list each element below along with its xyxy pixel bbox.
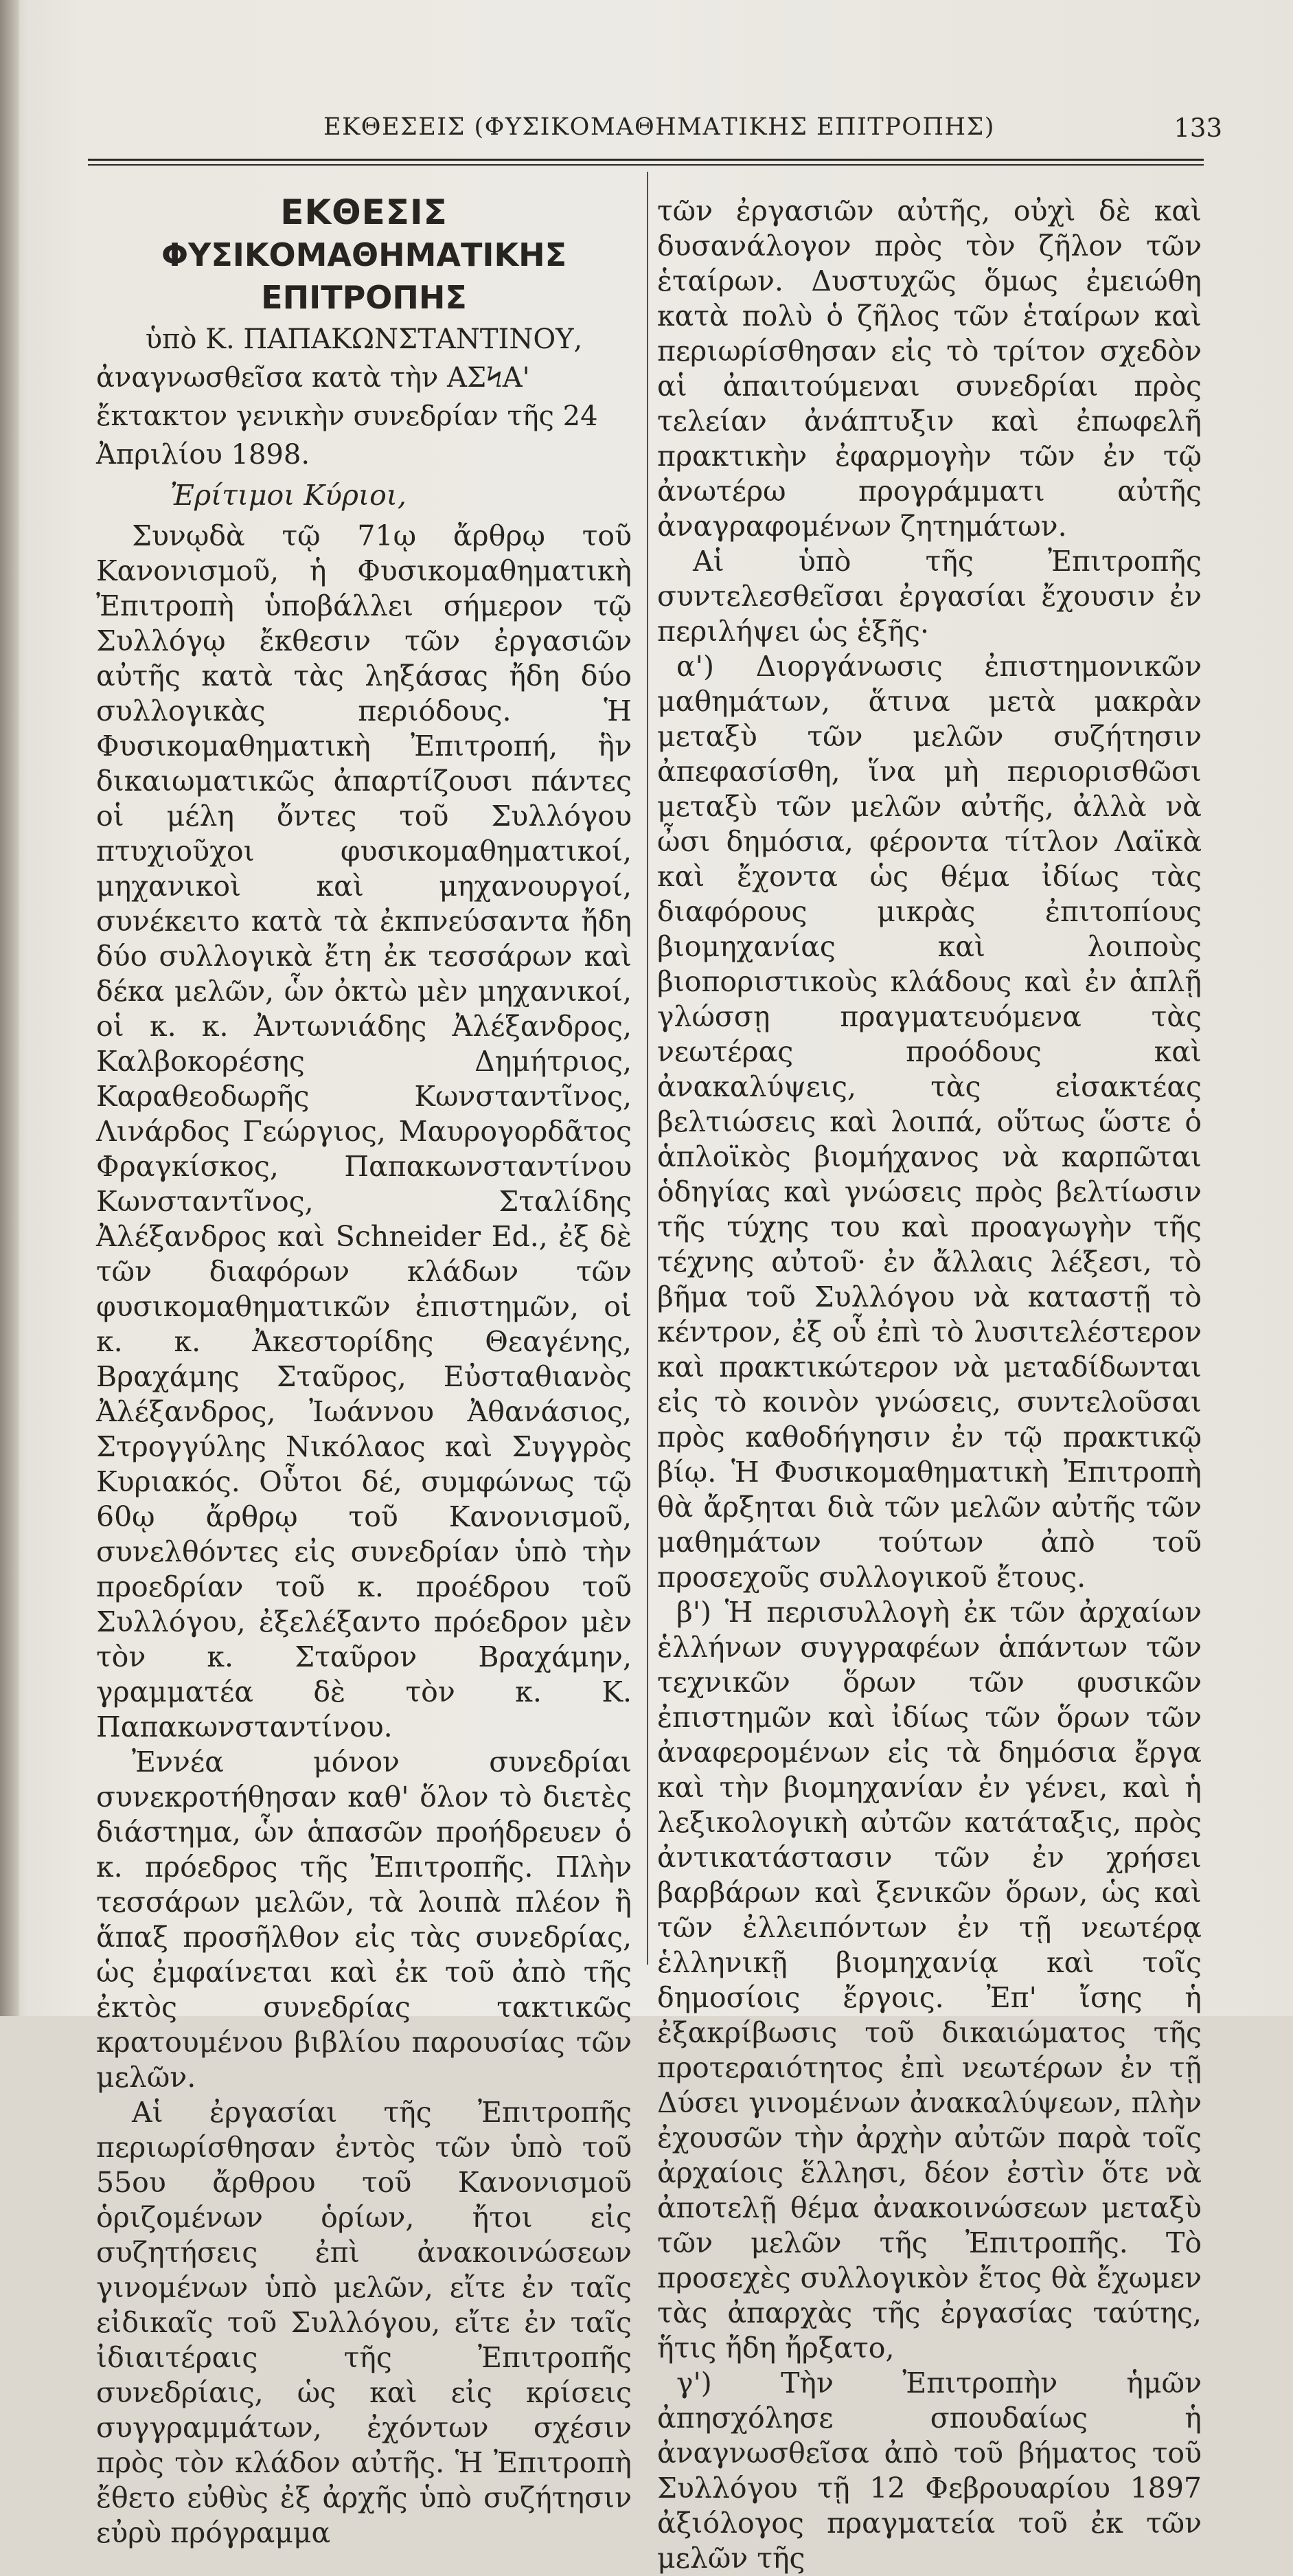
author-line: ὑπὸ Κ. ΠΑΠΑΚΩΝΣΤΑΝΤΙΝΟΥ,	[145, 324, 583, 355]
left-column	[96, 191, 632, 2551]
running-head	[89, 113, 1229, 145]
committee-title: ΦΥΣΙΚΟΜΑΘΗΜΑΤΙΚΗΣ ΕΠΙΤΡΟΠΗΣ	[161, 236, 567, 316]
paragraph: Συνῳδὰ τῷ 71ῳ ἄρθρῳ τοῦ Κανονισμοῦ, ἡ Φυσικομαθηματικὴ Ἐπιτροπὴ ὑποβάλλει σήμερον τῷ Συλλόγῳ ἔκθεσιν τῶν ἐργασιῶν αὐτῆς κατὰ τὰς ληξάσας ἤδη δύο συλλογικὰς περιόδους. Ἡ Φυσικομαθηματικὴ Ἐπιτροπή, ἣν δικαιωματικῶς ἀπαρτίζουσι πάντες οἱ μέλη ὄντες τοῦ Συλλόγου πτυχιοῦχοι φυσικομαθηματικοί, μηχανικοὶ καὶ μηχανουργοί, συνέκειτο κατὰ τὰ ἐκπνεύσαντα ἤδη δύο συλλογικὰ ἔτη ἐκ τεσσάρων καὶ δέκα μελῶν, ὧν ὀκτὼ μὲν μηχανικοί, οἱ κ. κ. Ἀντωνιάδης Ἀλέξανδρος, Καλβοκορέσης Δημήτριος, Καραθεοδωρῆς Κωνσταντῖνος, Λινάρδος Γεώργιος, Μαυρογορδᾶτος Φραγκίσκος, Παπακωνσταντίνου Κωνσταντῖνος, Σταλίδης Ἀλέξανδρος καὶ Schneider Ed., ἐξ δὲ τῶν διαφόρων κλάδων τῶν φυσικομαθηματικῶν ἐπιστημῶν, οἱ κ. κ. Ἀκεστορίδης Θεαγένης, Βραχάμης Σταῦρος, Εὐσταθιανὸς Ἀλέξανδρος, Ἰωάννου Ἀθανάσιος, Στρογγύλης Νικόλαος καὶ Συγγρὸς Κυριακός. Οὗτοι δέ, συμφώνως τῷ 60ῳ ἄρθρῳ τοῦ Κανονισμοῦ, συνελθόντες εἰς συνεδρίαν ὑπὸ τὴν προεδρίαν τοῦ κ. προέδρου τοῦ Συλλόγου, ἐξελέξαντο πρόεδρον μὲν τὸν κ. Σταῦρον Βραχάμην, γραμματέα δὲ τὸν κ. Κ. Παπακωνσταντίνου.	[96, 519, 632, 1743]
header-rule-top	[88, 159, 1204, 161]
running-title: ΕΚΘΕΣΕΙΣ (ΦΥΣΙΚΟΜΑΘΗΜΑΤΙΚΗΣ ΕΠΙΤΡΟΠΗΣ)	[323, 113, 995, 141]
header-rule-bottom	[88, 164, 1204, 166]
column-divider	[647, 172, 648, 1965]
paragraph: Ἐννέα μόνον συνεδρίαι συνεκροτήθησαν καθ' ὅλον τὸ διετὲς διάστημα, ὧν ἁπασῶν προήδρευεν ὁ κ. πρόεδρος τῆς Ἐπιτροπῆς. Πλὴν τεσσάρων μελῶν, τὰ λοιπὰ πλέον ἢ ἅπαξ προσῆλθον εἰς τὰς συνεδρίας, ὡς ἐμφαίνεται καὶ ἐκ τοῦ ἀπὸ τῆς ἐκτὸς συνεδρίας τακτικῶς κρατουμένου βιβλίου παρουσίας τῶν μελῶν.	[96, 1745, 632, 2094]
report-title: ΕΚΘΕΣΙΣ	[280, 192, 448, 232]
paragraph: Αἱ ἐργασίαι τῆς Ἐπιτροπῆς περιωρίσθησαν ἐντὸς τῶν ὑπὸ τοῦ 55ου ἄρθρου τοῦ Κανονισμοῦ ὁριζομένων ὁρίων, ἤτοι εἰς συζητήσεις ἐπὶ ἀνακοινώσεων γινομένων ὑπὸ μελῶν, εἴτε ἐν ταῖς εἰδικαῖς τοῦ Συλλόγου, εἴτε ἐν ταῖς ἰδιαιτέραις τῆς Ἐπιτροπῆς συνεδρίαις, ὡς καὶ εἰς κρίσεις συγγραμμάτων, ἐχόντων σχέσιν πρὸς τὸν κλάδον αὐτῆς. Ἡ Ἐπιτροπὴ ἔθετο εὐθὺς ἐξ ἀρχῆς ὑπὸ συζήτησιν εὐρὺ πρόγραμμα	[96, 2096, 632, 2549]
salutation: Ἐρίτιμοι Κύριοι,	[170, 479, 407, 512]
right-column	[657, 194, 1202, 2576]
paragraph: τῶν ἐργασιῶν αὐτῆς, οὐχὶ δὲ καὶ δυσανάλογον πρὸς τὸν ζῆλον τῶν ἑταίρων. Δυστυχῶς ὅμως ἐμειώθη κατὰ πολὺ ὁ ζῆλος τῶν ἑταίρων καὶ περιωρίσθησαν εἰς τὸ τρίτον σχεδὸν αἱ ἀπαιτούμεναι συνεδρίαι πρὸς τελείαν ἀνάπτυξιν καὶ ἐπωφελῆ πρακτικὴν ἐφαρμογὴν τῶν ἐν τῷ ἀνωτέρω προγράμματι αὐτῆς ἀναγραφομένων ζητημάτων.	[657, 194, 1202, 543]
paragraph: Αἱ ὑπὸ τῆς Ἐπιτροπῆς συντελεσθεῖσαι ἐργασίαι ἔχουσιν ἐν περιλήψει ὡς ἑξῆς·	[657, 545, 1202, 648]
page-number: 133	[1174, 113, 1222, 143]
list-item: α') Διοργάνωσις ἐπιστημονικῶν μαθημάτων, ἅτινα μετὰ μακρὰν μεταξὺ τῶν μελῶν συζήτησιν ἀπεφασίσθη, ἵνα μὴ περιορισθῶσι μεταξὺ τῶν μελῶν αὐτῆς, ἀλλὰ νὰ ὦσι δημόσια, φέροντα τίτλον Λαϊκὰ καὶ ἔχοντα ὡς θέμα ἰδίως τὰς διαφόρους μικρὰς ἐπιτοπίους βιομηχανίας καὶ λοιποὺς βιοποριστικοὺς κλάδους καὶ ἐν ἁπλῇ γλώσσῃ πραγματευόμενα τὰς νεωτέρας προόδους καὶ ἀνακαλύψεις, τὰς εἰσακτέας βελτιώσεις καὶ λοιπά, οὕτως ὥστε ὁ ἁπλοϊκὸς βιομήχανος νὰ καρπῶται ὁδηγίας καὶ γνώσεις πρὸς βελτίωσιν τῆς τύχης του καὶ προαγωγὴν τῆς τέχνης αὐτοῦ· ἐν ἄλλαις λέξεσι, τὸ βῆμα τοῦ Συλλόγου νὰ καταστῇ τὸ κέντρον, ἐξ οὗ ἐπὶ τὸ λυσιτελέστερον καὶ πρακτικώτερον νὰ μεταδίδωνται εἰς τὸ κοινὸν γνώσεις, συντελοῦσαι πρὸς καθοδήγησιν ἐν τῷ πρακτικῷ βίῳ. Ἡ Φυσικομαθηματικὴ Ἐπιτροπὴ θὰ ἄρξηται διὰ τῶν μελῶν αὐτῆς τῶν μαθημάτων τούτων ἀπὸ τοῦ προσεχοῦς συλλογικοῦ ἔτους.	[657, 650, 1202, 1594]
book-gutter-shadow	[0, 0, 19, 2016]
reading-note: ἀναγνωσθεῖσα κατὰ τὴν ΑΣϞΑ' ἔκτακτον γενικὴν συνεδρίαν τῆς 24 Ἀπριλίου 1898.	[96, 362, 598, 471]
list-item: γ') Τὴν Ἐπιτροπὴν ἡμῶν ἀπησχόλησε σπουδαίως ἡ ἀναγνωσθεῖσα ἀπὸ τοῦ βήματος τοῦ Συλλόγου τῇ 12 Φεβρουαρίου 1897 ἀξιόλογος πραγματεία τοῦ ἐκ τῶν μελῶν τῆς	[657, 2366, 1202, 2575]
list-item: β') Ἡ περισυλλογὴ ἐκ τῶν ἀρχαίων ἑλλήνων συγγραφέων ἁπάντων τῶν τεχνικῶν ὅρων τῶν φυσικῶν ἐπιστημῶν καὶ ἰδίως τῶν ὅρων τῶν ἀναφερομένων εἰς τὰ δημόσια ἔργα καὶ τὴν βιομηχανίαν ἐν γένει, καὶ ἡ λεξικολογικὴ αὐτῶν κατάταξις, πρὸς ἀντικατάστασιν τῶν ἐν χρήσει βαρβάρων καὶ ξενικῶν ὅρων, ὡς καὶ τῶν ἐλλειπόντων ἐν τῇ νεωτέρᾳ ἑλληνικῇ βιομηχανίᾳ καὶ τοῖς δημοσίοις ἔργοις. Ἐπ' ἴσης ἡ ἐξακρίβωσις τοῦ δικαιώματος τῆς προτεραιότητος ἐπὶ νεωτέρων ἐν τῇ Δύσει γινομένων ἀνακαλύψεων, πλὴν ἐχουσῶν τὴν ἀρχὴν αὐτῶν παρὰ τοῖς ἀρχαίοις ἕλλησι, δέον ἐστὶν ὅτε νὰ ἀποτελῇ θέμα ἀνακοινώσεων μεταξὺ τῶν μελῶν τῆς Ἐπιτροπῆς. Τὸ προσεχὲς συλλογικὸν ἔτος θὰ ἔχωμεν τὰς ἀπαρχὰς τῆς ἐργασίας ταύτης, ἥτις ἤδη ἤρξατο,	[657, 1596, 1202, 2364]
